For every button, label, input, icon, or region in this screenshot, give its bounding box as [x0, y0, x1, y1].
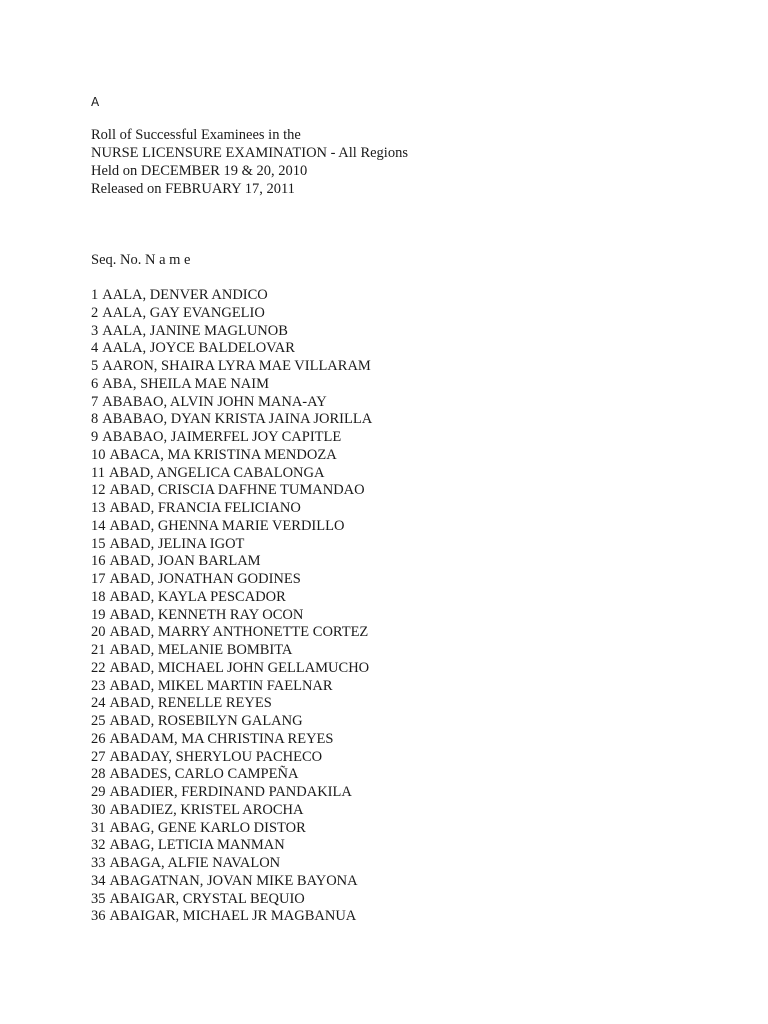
examinee-name: AARON, SHAIRA LYRA MAE VILLARAM	[102, 358, 371, 374]
examinee-row	[91, 820, 372, 838]
examinee-name: ABAG, LETICIA MANMAN	[109, 837, 285, 854]
examinee-name: ABAD, MELANIE BOMBITA	[109, 642, 293, 658]
examinee-seq-no: 14	[91, 517, 106, 534]
examinee-row	[91, 376, 372, 394]
examinee-name: ABADIEZ, KRISTEL AROCHA	[109, 801, 304, 818]
examinee-row	[91, 891, 372, 909]
examinee-row	[91, 287, 372, 305]
examinee-row	[91, 305, 372, 323]
examinee-name: ABAD, MICHAEL JOHN GELLAMUCHO	[109, 659, 370, 676]
examinee-row	[91, 713, 372, 731]
examinee-row	[91, 553, 372, 571]
examinee-list	[91, 287, 372, 926]
examinee-seq-no: 32	[91, 837, 106, 854]
examinee-seq-no: 31	[91, 819, 106, 836]
examinee-seq-no: 36	[91, 908, 106, 925]
examinee-row	[91, 518, 372, 536]
examinee-seq-no: 24	[91, 695, 106, 712]
examinee-row	[91, 837, 372, 855]
examinee-name: ABAD, ROSEBILYN GALANG	[109, 713, 303, 729]
examinee-row	[91, 908, 372, 926]
examinee-row	[91, 678, 372, 696]
examinee-name: ABAD, JELINA IGOT	[109, 535, 245, 552]
examinee-seq-no: 35	[91, 890, 106, 907]
examinee-name: ABADIER, FERDINAND PANDAKILA	[109, 784, 352, 800]
examinee-seq-no: 7	[91, 393, 99, 410]
examinee-name: AALA, JANINE MAGLUNOB	[102, 322, 288, 339]
examinee-name: ABAD, KENNETH RAY OCON	[109, 606, 304, 623]
examinee-row	[91, 749, 372, 767]
examinee-name: ABAD, KAYLA PESCADOR	[109, 588, 286, 605]
examinee-name: ABAD, GHENNA MARIE VERDILLO	[109, 517, 345, 534]
examinee-row	[91, 340, 372, 358]
examinee-seq-no: 15	[91, 535, 106, 552]
examinee-row	[91, 855, 372, 873]
examinee-name: ABAIGAR, CRYSTAL BEQUIO	[109, 890, 305, 907]
examinee-row	[91, 447, 372, 465]
examinee-name: ABAD, FRANCIA FELICIANO	[109, 500, 301, 516]
examinee-row	[91, 766, 372, 784]
examinee-name: ABAD, JOAN BARLAM	[109, 553, 261, 570]
examinee-seq-no: 1	[91, 287, 99, 303]
examinee-seq-no: 28	[91, 766, 106, 783]
column-heading: Seq. No. N a m e	[91, 252, 191, 268]
examinee-row	[91, 589, 372, 607]
examinee-seq-no: 12	[91, 482, 106, 499]
examinee-seq-no: 4	[91, 340, 99, 357]
examinee-name: AALA, GAY EVANGELIO	[102, 304, 265, 321]
examinee-seq-no: 26	[91, 730, 106, 747]
examinee-seq-no: 27	[91, 748, 106, 765]
header-line-release-date: Released on FEBRUARY 17, 2011	[91, 181, 295, 197]
examinee-name: ABAD, MARRY ANTHONETTE CORTEZ	[109, 624, 369, 641]
examinee-row	[91, 695, 372, 713]
examinee-name: ABAD, MIKEL MARTIN FAELNAR	[109, 677, 333, 694]
examinee-name: ABAGATNAN, JOVAN MIKE BAYONA	[109, 872, 358, 889]
examinee-row	[91, 394, 372, 412]
examinee-name: ABAG, GENE KARLO DISTOR	[109, 819, 306, 836]
examinee-name: AALA, DENVER ANDICO	[102, 287, 268, 303]
examinee-seq-no: 19	[91, 606, 106, 623]
header-line-exam-dates: Held on DECEMBER 19 & 20, 2010	[91, 163, 308, 179]
section-letter: A	[91, 95, 100, 109]
examinee-row	[91, 536, 372, 554]
header-line-roll-title: Roll of Successful Examinees in the	[91, 127, 301, 143]
header-line-exam-name: NURSE LICENSURE EXAMINATION - All Regions	[91, 145, 408, 161]
examinee-row	[91, 411, 372, 429]
examinee-seq-no: 33	[91, 855, 106, 871]
examinee-seq-no: 30	[91, 801, 106, 818]
examinee-name: ABABAO, JAIMERFEL JOY CAPITLE	[102, 429, 342, 445]
examinee-name: ABAD, ANGELICA CABALONGA	[108, 464, 325, 481]
examinee-row	[91, 731, 372, 749]
examinee-seq-no: 6	[91, 375, 99, 392]
examinee-seq-no: 17	[91, 571, 106, 587]
examinee-seq-no: 13	[91, 500, 106, 516]
examinee-seq-no: 16	[91, 553, 106, 570]
examinee-name: ABADAM, MA CHRISTINA REYES	[109, 730, 334, 747]
document-header	[91, 126, 408, 198]
examinee-row	[91, 802, 372, 820]
examinee-name: ABABAO, ALVIN JOHN MANA-AY	[102, 393, 327, 410]
examinee-row	[91, 660, 372, 678]
examinee-row	[91, 500, 372, 518]
examinee-row	[91, 624, 372, 642]
examinee-name: ABABAO, DYAN KRISTA JAINA JORILLA	[102, 411, 373, 428]
examinee-seq-no: 22	[91, 659, 106, 676]
examinee-row	[91, 482, 372, 500]
examinee-seq-no: 18	[91, 588, 106, 605]
examinee-seq-no: 5	[91, 358, 99, 374]
examinee-row	[91, 571, 372, 589]
examinee-name: ABAD, JONATHAN GODINES	[109, 571, 301, 587]
examinee-name: ABAD, RENELLE REYES	[109, 695, 272, 712]
examinee-seq-no: 10	[91, 446, 106, 463]
examinee-row	[91, 465, 372, 483]
examinee-name: ABAD, CRISCIA DAFHNE TUMANDAO	[109, 482, 365, 499]
examinee-name: ABAGA, ALFIE NAVALON	[109, 855, 281, 871]
examinee-seq-no: 25	[91, 713, 106, 729]
examinee-seq-no: 23	[91, 677, 106, 694]
examinee-name: ABADES, CARLO CAMPEÑA	[109, 766, 299, 783]
examinee-row	[91, 642, 372, 660]
examinee-seq-no: 8	[91, 411, 99, 428]
examinee-name: ABAIGAR, MICHAEL JR MAGBANUA	[109, 908, 357, 925]
examinee-seq-no: 34	[91, 872, 106, 889]
examinee-name: AALA, JOYCE BALDELOVAR	[102, 340, 295, 357]
examinee-seq-no: 20	[91, 624, 106, 641]
examinee-row	[91, 784, 372, 802]
examinee-seq-no: 29	[91, 784, 106, 800]
examinee-name: ABA, SHEILA MAE NAIM	[102, 375, 269, 392]
examinee-seq-no: 21	[91, 642, 106, 658]
examinee-row	[91, 323, 372, 341]
examinee-row	[91, 607, 372, 625]
examinee-seq-no: 2	[91, 304, 99, 321]
examinee-name: ABACA, MA KRISTINA MENDOZA	[109, 446, 337, 463]
examinee-name: ABADAY, SHERYLOU PACHECO	[109, 748, 323, 765]
examinee-row	[91, 429, 372, 447]
examinee-row	[91, 358, 372, 376]
examinee-row	[91, 873, 372, 891]
examinee-seq-no: 11	[91, 464, 105, 481]
examinee-seq-no: 3	[91, 322, 99, 339]
examinee-seq-no: 9	[91, 429, 99, 445]
